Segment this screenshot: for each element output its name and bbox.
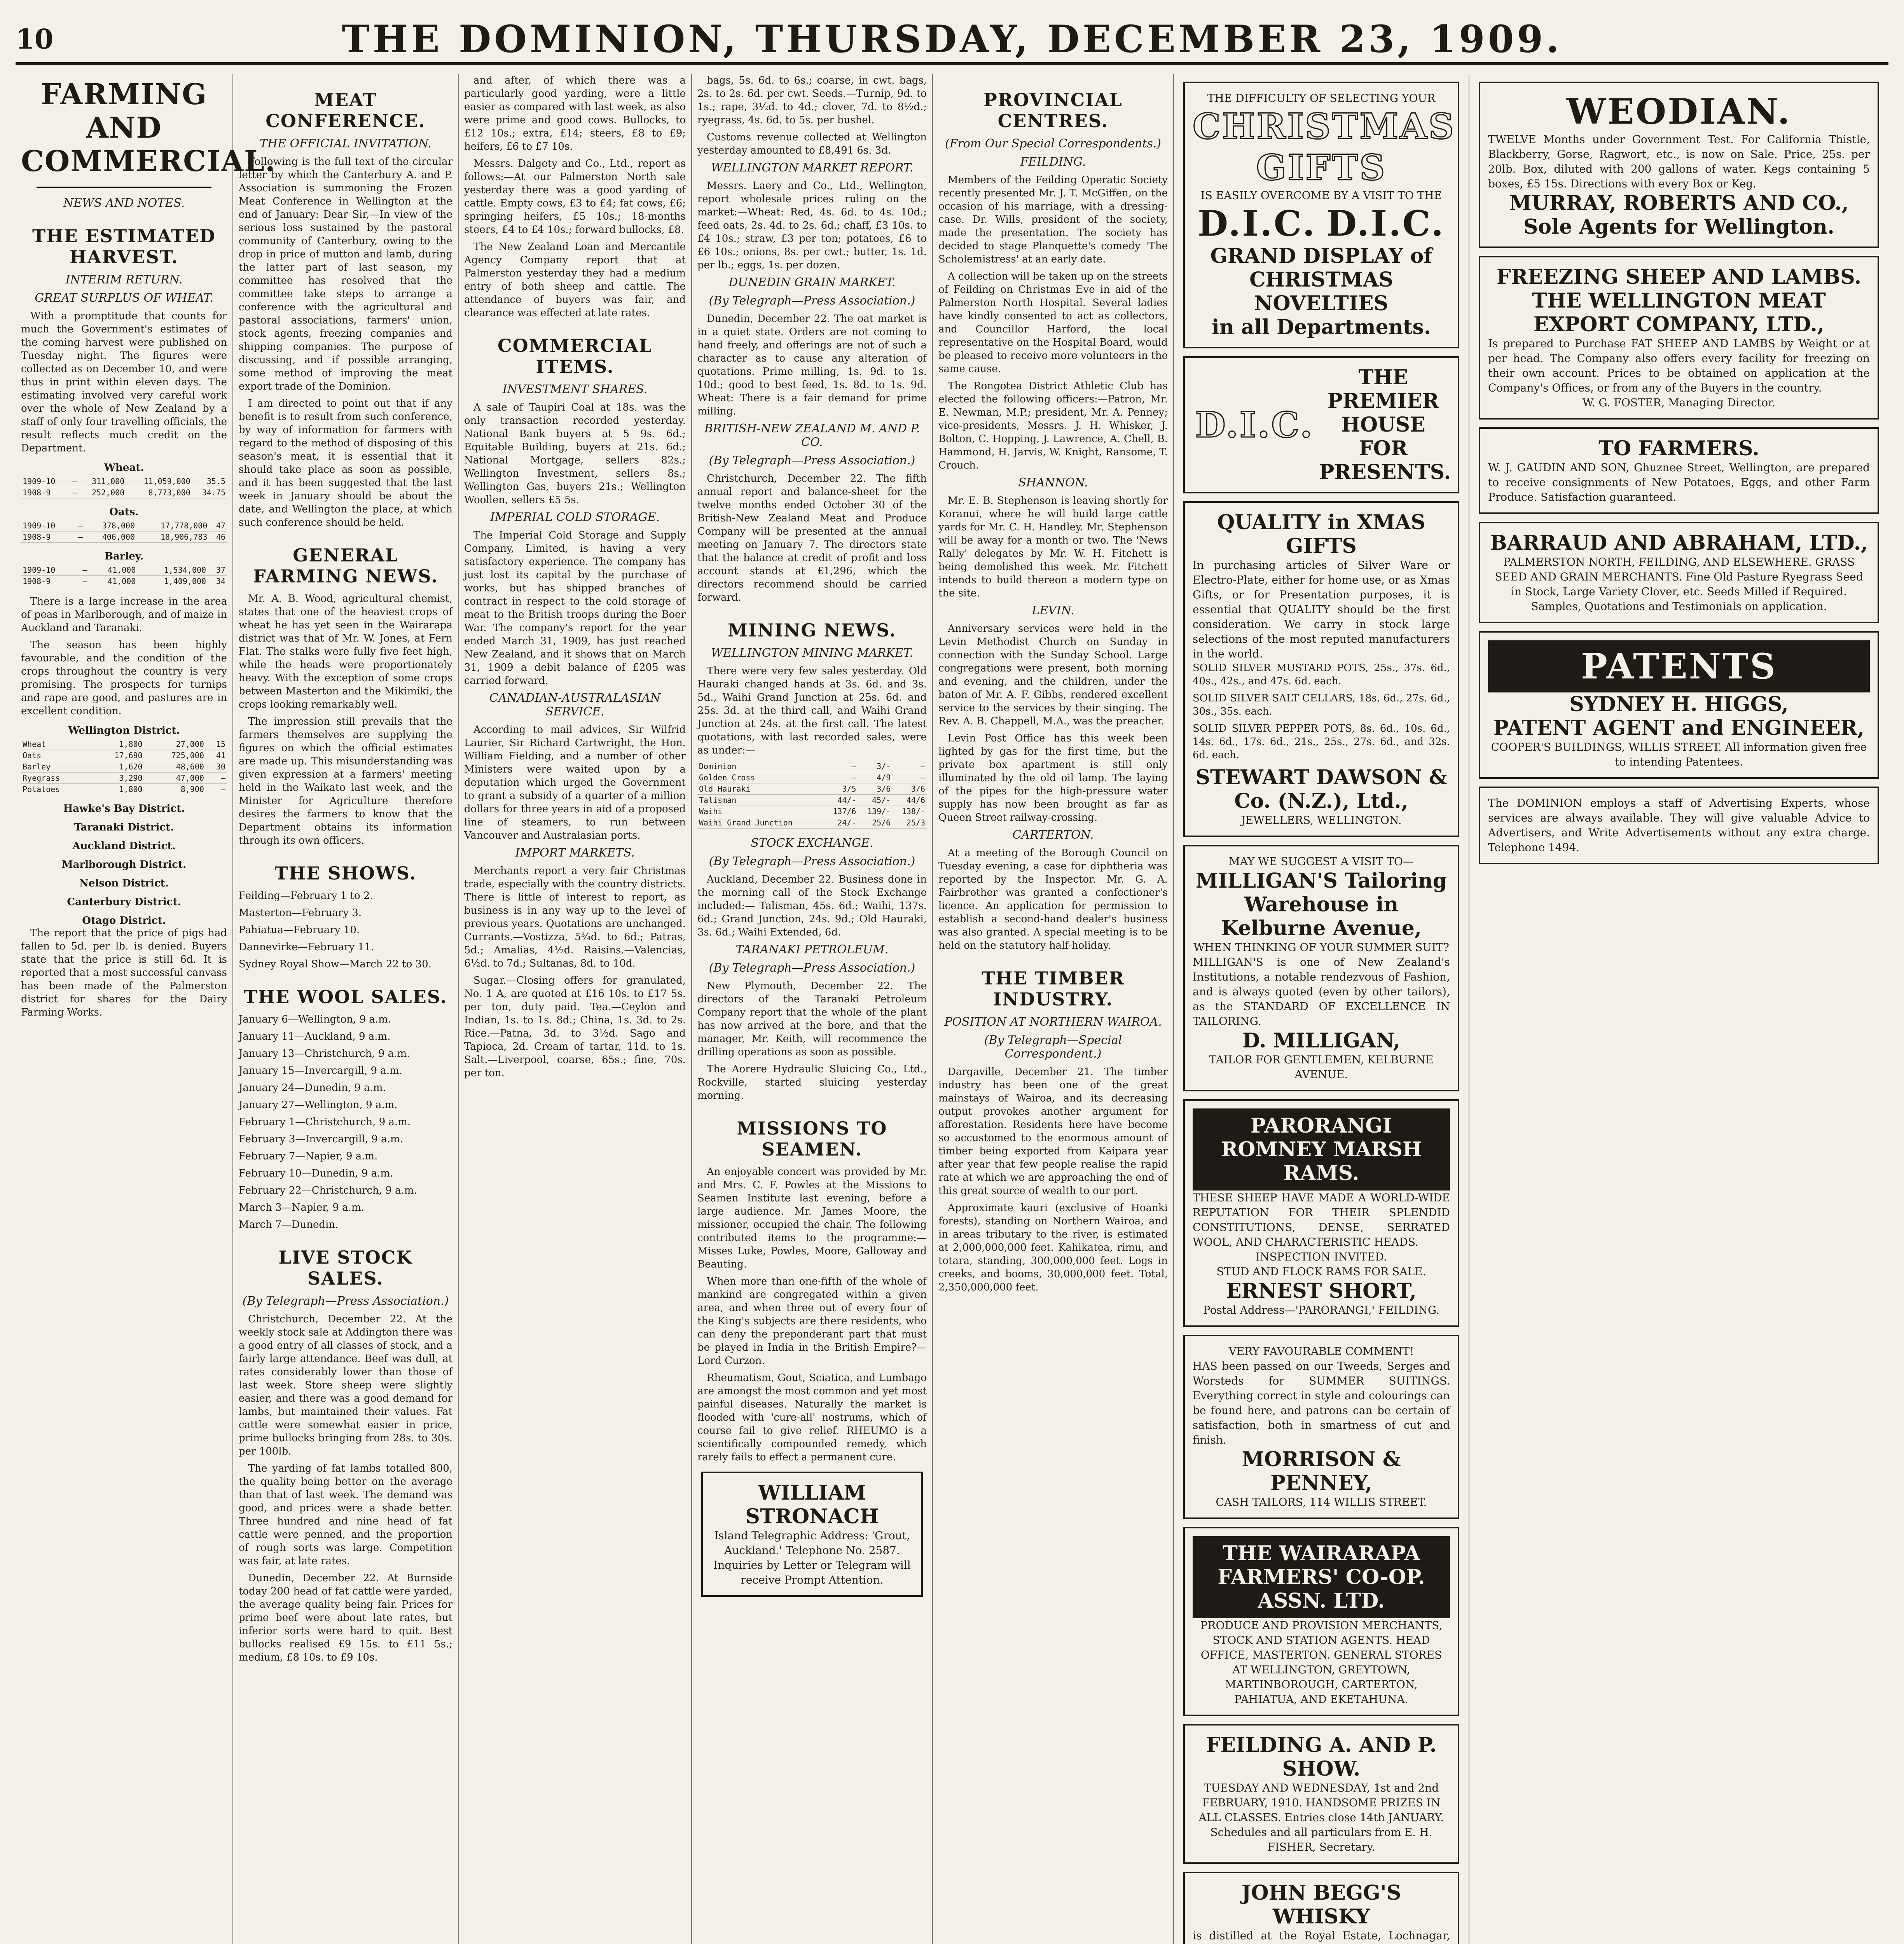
article-text: Approximate kauri (exclusive of Hoanki forests), standing on Northern Wairoa, and in areas tributary to the river, is estimated at 2,000,000,000 feet. Kahikatea, rimu, and totara, standing, 300,000,000 feet. Logs in creeks, and booms, 30,000,000 feet. Total, 2,350,000,000 feet.	[938, 1202, 1168, 1293]
table-cell: 1908-9	[21, 531, 73, 543]
ad-name: THE WELLINGTON MEAT EXPORT COMPANY, LTD.,	[1532, 289, 1826, 336]
list-item: SOLID SILVER PEPPER POTS, 8s. 6d., 10s. 6d., 14s. 6d., 17s. 6d., 21s., 25s., 27s. 6d., and 32s. 6d. each.	[1193, 723, 1450, 761]
table-row	[697, 783, 927, 795]
article-subhead: LEVIN.	[1032, 604, 1074, 617]
ad-title: WEODIAN.	[1567, 91, 1791, 132]
table-row	[21, 761, 227, 773]
ad-text: TWELVE Months under Government Test. For California Thistle, Blackberry, Gorse, Ragwort, etc., is now on Sale. Price, 25s. per 20lb. Box, diluted with 200 gallons of water. Kegs containing 5 boxes, £5 15s. Directions with every Box or Keg.	[1488, 133, 1870, 190]
article-subhead: GREAT SURPLUS OF WHEAT.	[35, 291, 213, 305]
table-row	[697, 795, 927, 806]
ad-text: IS EASILY OVERCOME BY A VISIT TO THE	[1200, 189, 1442, 202]
ad-title: TO FARMERS.	[1598, 437, 1759, 460]
table-cell: 47,000	[144, 773, 206, 784]
table-cell: —	[77, 576, 89, 587]
table-caption: Marlborough District.	[61, 859, 187, 871]
article-text: and after, of which there was a particularly good yarding, were a little easier as compared with last week, as also were prime and good cows. Bullocks, to £12 10s.; extra, £14; steers, £8 to £9; heifers, £6 to £7 10s.	[464, 75, 686, 152]
table-cell: 34.75	[192, 487, 227, 498]
table-row	[21, 565, 227, 576]
list-item: SOLID SILVER SALT CELLARS, 18s. 6d., 27s. 6d., 30s., 35s. each.	[1193, 692, 1450, 717]
ad-name: STEWART DAWSON & Co. (N.Z.), Ltd.,	[1195, 766, 1447, 813]
table-cell: Old Hauraki	[697, 783, 823, 795]
article-headline: COMMERCIAL ITEMS.	[498, 335, 652, 377]
article-text: The yarding of fat lambs totalled 800, the quality being better on the average than that of last week. The demand was good, and prices were a shade better. Three hundred and nine head of fat cattle were penned, and the proportion of rough sorts was large. Competition was fair, at late rates.	[239, 1463, 452, 1567]
article-text: Members of the Feilding Operatic Society recently presented Mr. J. T. McGiffen, on the occasion of his marriage, with a dressing-case. Dr. Wills, president of the society, made the presentation. The society has decided to stage Planquette's comedy 'The Scholemistress' at an early date.	[938, 174, 1168, 265]
advertisement-gaudin	[1479, 427, 1879, 514]
table-cell: 45/-	[858, 795, 892, 806]
table-cell: —	[77, 565, 89, 576]
ad-title: BARRAUD AND ABRAHAM, LTD.,	[1490, 531, 1868, 555]
article-subhead: DUNEDIN GRAIN MARKET.	[728, 276, 896, 289]
ad-title: FEILDING A. AND P. SHOW.	[1206, 1733, 1437, 1781]
table-caption: Barley.	[104, 551, 144, 562]
article-text: Mr. A. B. Wood, agricultural chemist, states that one of the heaviest crops of wheat he has yet seen in the Wairarapa district was that of Mr. W. Jones, at Fern Flat. The stalks were fully five feet high, while the heads were proportionately heavy. With the exception of some crops between Masterton and the Mikimiki, the crops looking remarkably well.	[239, 593, 452, 710]
article-subhead: (From Our Special Correspondents.)	[945, 137, 1162, 150]
table-cell: 25/3	[892, 817, 927, 829]
ad-name: MORRISON & PENNEY,	[1242, 1448, 1401, 1495]
table-cell: 41	[206, 750, 227, 761]
table-cell: 1,800	[91, 784, 144, 795]
table-cell: 11,059,000	[126, 476, 192, 487]
article-headline: THE TIMBER INDUSTRY.	[982, 968, 1125, 1010]
ad-text: THESE SHEEP HAVE MADE A WORLD-WIDE REPUTATION FOR THEIR SPLENDID CONSTITUTIONS, DENSE, SERRATED WOOL, AND CHARACTERISTIC HEADS.	[1193, 1191, 1450, 1248]
article-subhead: (By Telegraph—Press Association.)	[242, 1294, 449, 1308]
article-text: Customs revenue collected at Wellington yesterday amounted to £8,491 6s. 3d.	[697, 131, 927, 156]
list-item: March 7—Dunedin.	[239, 1219, 339, 1231]
ad-text: GRAND DISPLAY of CHRISTMAS NOVELTIES	[1210, 244, 1432, 315]
ad-text: JEWELLERS, WELLINGTON.	[1241, 814, 1402, 827]
column-6	[1174, 74, 1469, 1944]
table-row	[697, 761, 927, 772]
table-row	[21, 487, 227, 498]
table-cell: —	[206, 784, 227, 795]
ad-title: CHRISTMAS GIFTS	[1193, 106, 1455, 188]
ad-text: MILLIGAN'S is one of New Zealand's Institutions, a notable rendezvous of Fashion, and is always quoted (even by other tailors), as the STANDARD OF EXCELLENCE IN TAILORING.	[1193, 956, 1450, 1028]
ad-text: MAY WE SUGGEST A VISIT TO—	[1229, 855, 1414, 868]
table-caption: Canterbury District.	[67, 896, 181, 908]
table-row	[21, 739, 227, 750]
list-item: January 6—Wellington, 9 a.m.	[239, 1014, 391, 1025]
article-text: Dunedin, December 22. The oat market is in a quiet state. Orders are not coming to hand freely, and offerings are not of such a character as to cause any alteration of quotations. Prime milling, 1s. 9d. to 1s. 10d.; good to best feed, 1s. 8d. to 1s. 9d. Wheat: There is a fair demand for prime milling.	[697, 313, 927, 417]
table-row	[21, 576, 227, 587]
table-cell: 17,690	[91, 750, 144, 761]
table-cell: 34	[208, 576, 227, 587]
page-title: THE DOMINION, THURSDAY, DECEMBER 23, 1909.	[342, 17, 1562, 61]
ad-title: QUALITY in XMAS GIFTS	[1217, 510, 1425, 558]
article-subhead: POSITION AT NORTHERN WAIROA.	[944, 1015, 1162, 1029]
column-1	[16, 74, 276, 1944]
ad-logo-text: D.I.C.	[1198, 203, 1316, 244]
table-cell: Talisman	[697, 795, 823, 806]
table-cell: 1,620	[91, 761, 144, 773]
list-item: Feilding—February 1 to 2.	[239, 890, 373, 902]
advertisement-morrison	[1183, 1335, 1459, 1519]
list-item: January 15—Invercargill, 9 a.m.	[239, 1065, 403, 1077]
table-cell: —	[68, 476, 79, 487]
table-cell: —	[892, 772, 927, 783]
article-subhead: SHANNON.	[1018, 476, 1088, 489]
table-cell: 139/-	[858, 806, 892, 817]
table-cell: 3/5	[823, 783, 858, 795]
table-row	[697, 817, 927, 829]
advertisement-barraud	[1479, 522, 1879, 623]
article-text: Christchurch, December 22. At the weekly stock sale at Addington there was a good entry of all classes of stock, and a fairly large attendance. Beef was dull, at rates considerably lower than those of last week. Store sheep were slightly easier, and there was a good demand for lambs, but maintained their values. Fat cattle were somewhat easier in price, prime bullocks bringing from 28s. to 30s. per 100lb.	[239, 1313, 452, 1457]
list-item: February 1—Christchurch, 9 a.m.	[239, 1116, 411, 1128]
article-subhead: BRITISH-NEW ZEALAND M. AND P. CO.	[704, 422, 920, 449]
article-subhead: CANADIAN-AUSTRALASIAN SERVICE.	[489, 691, 661, 719]
table-cell: 37	[208, 565, 227, 576]
article-text: Messrs. Laery and Co., Ltd., Wellington, report wholesale prices ruling on the market:—Wheat: Red, 4s. 6d. to 4s. 10d.; feed oats, 2s. 4d. to 2s. 6d.; chaff, £3 10s. to £4 10s.; straw, £3 per ton; potatoes, £6 to £6 10s.; onions, 8s. per cwt.; butter, 1s. 1d. per lb.; eggs, 1s. per dozen.	[697, 180, 927, 271]
article-subhead: WELLINGTON MINING MARKET.	[711, 646, 913, 660]
column-4	[692, 74, 933, 1944]
table-row	[697, 772, 927, 783]
table-caption: Wheat.	[104, 462, 144, 474]
article-text: The Imperial Cold Storage and Supply Company, Limited, is having a very satisfactory experience. The company has just lost its capital by the purchase of works, but has shipped branches of contract in respect to the cold storage of meat to the British troops during the Boer War. The company's report for the year ended March 31, 1909, has just reached New Zealand, and it shows that on March 31, 1909 a debit balance of £205 was carried forward.	[464, 530, 686, 687]
ad-text: In purchasing articles of Silver Ware or Electro-Plate, either for home use, or as Xmas Gifts, or for Presentation purposes, it is essential that QUALITY should be the first consideration. We carry in stock large selections of the most reputed manufacturers in the world.	[1193, 559, 1450, 660]
advertisement-dic	[1183, 356, 1459, 493]
table-cell: —	[892, 761, 927, 772]
table-cell: 27,000	[144, 739, 206, 750]
table-cell: 1909-10	[21, 476, 68, 487]
ad-title: THE WAIRARAPA FARMERS' CO-OP. ASSN. LTD.	[1193, 1536, 1450, 1618]
ad-text: in all Departments.	[1212, 315, 1431, 339]
table-cell: Dominion	[697, 761, 823, 772]
table-caption: Otago District.	[82, 915, 166, 927]
table-cell: —	[73, 531, 84, 543]
table-cell: 4/9	[858, 772, 892, 783]
ad-name: ERNEST SHORT,	[1226, 1279, 1417, 1303]
article-subhead: WELLINGTON MARKET REPORT.	[711, 161, 914, 175]
list-item: Masterton—February 3.	[239, 907, 362, 919]
advertisement-dominion	[1479, 787, 1879, 864]
table-caption: Taranaki District.	[74, 822, 174, 833]
column-7	[1469, 74, 1888, 1944]
ad-name: D. MILLIGAN,	[1242, 1029, 1400, 1052]
list-item: Pahiatua—February 10.	[239, 924, 360, 936]
table-cell: 1908-9	[21, 487, 68, 498]
article-text: Sugar.—Closing offers for granulated, No. 1 A, are quoted at £16 10s. to £17 5s. per ton, duty paid. Tea.—Ceylon and Indian, 1s. to 1s. 8d.; China, 1s. 3d. to 2s. Rice.—Patna, 3d. to 3½d. Sago and Tapioca, 2d. Cream of tartar, 11d. to 1s. Salt.—Liverpool, coarse, 65s.; fine, 70s. per ton.	[464, 975, 686, 1079]
advertisement-feilding-show	[1183, 1724, 1459, 1864]
article-text: The Aorere Hydraulic Sluicing Co., Ltd., Rockville, started sluicing yesterday morning.	[697, 1063, 927, 1101]
table-cell: 3/6	[892, 783, 927, 795]
table-caption: Nelson District.	[79, 878, 169, 889]
advertisement-weodian	[1479, 82, 1879, 248]
table-cell: 46	[209, 531, 227, 543]
advertisement-patents	[1479, 631, 1879, 779]
ad-text: VERY FAVOURABLE COMMENT!	[1228, 1345, 1414, 1358]
stat-table	[697, 761, 927, 829]
article-dateline: (By Telegraph—Press Association.)	[709, 961, 915, 975]
advertisement-milligan	[1183, 845, 1459, 1091]
article-subhead: THE OFFICIAL INVITATION.	[260, 137, 431, 150]
advertisement-parorangi	[1183, 1099, 1459, 1327]
article-text: When more than one-fifth of the whole of mankind are congregated within a given area, and when three out of every four of the King's subjects are there residents, who can deny the preponderant part that must be played in India in the British Empire?—Lord Curzon.	[697, 1276, 927, 1367]
list-item: February 7—Napier, 9 a.m.	[239, 1150, 378, 1162]
advertisement-beggs	[1183, 1872, 1459, 1944]
article-text: Mr. E. B. Stephenson is leaving shortly for Koranui, where he will build large cattle yards for Mr. C. H. Handley. Mr. Stephenson will be away for a month or two. The 'News Rally' delegates by Mr. W. H. Fitchett is being demolished this week. Mr. Fitchett intends to build thereon a modern type on the site.	[938, 495, 1168, 599]
article-text: I am directed to point out that if any benefit is to result from such conference, by way of information for farmers with regard to the method of disposing of this season's meat, it is essential that it should take place as soon as possible, and it has been suggested that the last week in January should be about the date, and Wellington the place, at which such conference should be held.	[239, 398, 452, 528]
article-headline: MEAT CONFERENCE.	[266, 89, 426, 131]
ad-name: SYDNEY H. HIGGS,	[1569, 692, 1789, 716]
table-cell: 30	[206, 761, 227, 773]
table-cell: 15	[206, 739, 227, 750]
ad-text: THE DIFFICULTY OF SELECTING YOUR	[1207, 92, 1436, 105]
table-cell: 41,000	[89, 565, 138, 576]
article-headline: MINING NEWS.	[728, 620, 896, 641]
article-text: At a meeting of the Borough Council on Tuesday evening, a case for diphtheria was reported by the Inspector. Mr. G. A. Fairbrother was granted a confectioner's licence. An application for permission to establish a second-hand dealer's business was also granted. A special meeting is to be held on the statutory half-holiday.	[938, 847, 1168, 951]
ad-text: INSPECTION INVITED.	[1256, 1250, 1387, 1263]
ad-text: PALMERSTON NORTH, FEILDING, AND ELSEWHERE. GRASS SEED AND GRAIN MERCHANTS. Fine Old Pasture Ryegrass Seed in Stock, Large Variety Clover, etc. Seeds Milled if Required. Samples, Quotations and Testimonials on application.	[1495, 556, 1863, 613]
table-cell: Oats	[21, 750, 91, 761]
ad-logo-text: D.I.C.	[1326, 203, 1445, 244]
table-caption: Auckland District.	[72, 840, 176, 852]
ad-title: FREEZING SHEEP AND LAMBS.	[1496, 265, 1862, 289]
ad-title: PARORANGI ROMNEY MARSH RAMS.	[1193, 1108, 1450, 1191]
article-text: Messrs. Dalgety and Co., Ltd., report as follows:—At our Palmerston North sale yesterday there was a good yarding of cattle. Empty cows, £3 to £4; fat cows, £6; springing heifers, £5 10s.; 18-months steers, £4 to £4 10s.; forward bullocks, £8.	[464, 158, 686, 236]
ad-name: MURRAY, ROBERTS AND CO., Sole Agents for Wellington.	[1509, 191, 1849, 239]
table-cell: 252,000	[79, 487, 126, 498]
ad-title: JOHN BEGG'S WHISKY	[1241, 1881, 1401, 1928]
article-subhead: IMPERIAL COLD STORAGE.	[490, 510, 660, 524]
article-subhead: IMPORT MARKETS.	[515, 846, 635, 860]
table-cell: 1,409,000	[137, 576, 208, 587]
table-cell: 35.5	[192, 476, 227, 487]
table-cell: —	[73, 520, 84, 531]
table-cell: 3,290	[91, 773, 144, 784]
table-cell: Waihi Grand Junction	[697, 817, 823, 829]
ad-logo-text: D.I.C.	[1195, 404, 1314, 446]
list-item: January 11—Auckland, 9 a.m.	[239, 1031, 391, 1042]
ad-price-list	[1193, 661, 1450, 762]
table-cell: 311,000	[79, 476, 126, 487]
article-text: The season has been highly favourable, and the condition of the crops throughout the country is very promising. The prospects for turnips and rape are good, and pastures are in excellent condition.	[21, 639, 227, 717]
article-dateline: (By Telegraph—Press Association.)	[709, 855, 915, 868]
table-cell: Potatoes	[21, 784, 91, 795]
list-item: Dannevirke—February 11.	[239, 941, 374, 953]
list-item: Sydney Royal Show—March 22 to 30.	[239, 958, 431, 970]
table-row	[21, 520, 227, 531]
table-cell: 1908-9	[21, 576, 77, 587]
table-caption: Wellington District.	[68, 725, 180, 736]
article-dateline: (By Telegraph—Special Correspondent.)	[984, 1033, 1122, 1061]
column-5	[933, 74, 1174, 1944]
ad-text: TAILOR FOR GENTLEMEN, KELBURNE AVENUE.	[1209, 1053, 1434, 1081]
table-cell: 17,778,000	[136, 520, 209, 531]
article-text: Auckland, December 22. Business done in the morning call of the Stock Exchange included:— Talisman, 45s. 6d.; Waihi, 137s. 6d.; Grand Junction, 24s. 9d.; Old Hauraki, 3s. 6d.; Waihi Extended, 6d.	[697, 874, 927, 938]
advertisement	[701, 1472, 923, 1597]
list-item: January 13—Christchurch, 9 a.m.	[239, 1048, 410, 1059]
table-cell: 1,534,000	[137, 565, 208, 576]
article-headline: THE WOOL SALES.	[244, 986, 447, 1007]
column-3	[459, 74, 692, 1944]
stat-table	[21, 739, 227, 795]
list-item: January 27—Wellington, 9 a.m.	[239, 1099, 398, 1111]
article-text: The impression still prevails that the farmers themselves are supplying the figures on which the official estimates are made up. This misunderstanding was given expression at a farmers' meeting held in the Waikato last week, and the Minister for Agriculture therefore desires the farmers to know that the Department obtains its information through its own officers.	[239, 716, 452, 846]
article-text: The report that the price of pigs had fallen to 5d. per lb. is denied. Buyers state that the price is still 6d. It is reported that a most successful canvass has been made of the Palmerston district for shares for the Dairy Farming Works.	[21, 927, 227, 1018]
table-cell: 1909-10	[21, 565, 77, 576]
article-subhead: STOCK EXCHANGE.	[751, 836, 873, 850]
article-text: Merchants report a very fair Christmas trade, especially with the country districts. There is little of interest to report, as business is in any way up to the level of previous years. Quotations are unchanged. Currants.—Vostizza, 5¾d. to 6d.; Patras, 5d.; Amalias, 4½d. Raisins.—Valencias, 6½d. to 7d.; Sultanas, 8d. to 10d.	[464, 865, 686, 969]
table-cell: 406,000	[84, 531, 136, 543]
ad-text: Island Telegraphic Address: 'Grout, Auckland.' Telephone No. 2587. Inquiries by Letter or Telegram will receive Prompt Attention.	[713, 1529, 911, 1586]
advertisement-dic	[1183, 82, 1459, 348]
table-cell: —	[68, 487, 79, 498]
article-text: Following is the full text of the circular letter by which the Canterbury A. and P. Association is summoning the Frozen Meat Conference in Wellington at the end of January: Dear Sir,—In view of the serious loss sustained by the pastoral community of Canterbury, owing to the drop in price of mutton and lamb, during the latter part of last season, my committee has resolved that the committee take steps to arrange a conference with the agricultural and pastoral associations, farmers' union, stock agents, freezing companies and shipping companies. The purpose of discussing, and if possible arranging, some method of improving the meat export trade of the Dominion.	[239, 156, 452, 392]
article-headline: THE SHOWS.	[274, 863, 417, 884]
table-cell: 378,000	[84, 520, 136, 531]
column-2	[233, 74, 459, 1944]
ad-text: The DOMINION employs a staff of Advertising Experts, whose services are always available. They will give valuable Advice to Advertisers, and Write Advertisements without any extra charge. Telephone 1494.	[1488, 797, 1870, 854]
article-subhead: TARANAKI PETROLEUM.	[735, 943, 889, 956]
advertisement-wairarapa	[1183, 1527, 1459, 1716]
article-text: Dargaville, December 21. The timber industry has been one of the great mainstays of Wairoa, and its decreasing output provokes another argument for afforestation. Residents here have become so accustomed to the enormous amount of timber being exported from Kaipara year after year that few people realise the rapid rate at which we are approaching the end of this great source of wealth to our port.	[938, 1066, 1168, 1197]
table-row	[21, 531, 227, 543]
table-cell: Waihi	[697, 806, 823, 817]
article-text: The New Zealand Loan and Mercantile Agency Company report that at Palmerston yesterday they had a medium entry of both sheep and cattle. The attendance of buyers was fair, and clearance was effected at late rates.	[464, 241, 686, 319]
ad-text: is distilled at the Royal Estate, Lochnagar,	[1193, 1929, 1450, 1942]
ad-text: Is prepared to Purchase FAT SHEEP AND LAMBS by Weight or at per head. The Company also offers every facility for freezing on their own account. Prices to be obtained on application at the Company's Offices, or from any of the Buyers in the country.	[1488, 337, 1870, 394]
table-cell: 137/6	[823, 806, 858, 817]
article-text: A collection will be taken up on the streets of Feilding on Christmas Eve in aid of the Palmerston North Hospital. Several ladies have kindly consented to act as collectors, and Councillor Harford, the local representative on the Hospital Board, would be pleased to receive more volunteers in the same cause.	[938, 271, 1168, 375]
article-text: Rheumatism, Gout, Sciatica, and Lumbago are amongst the most common and yet most painful diseases. Naturally the market is flooded with 'cure-all' nostrums, which of course fail to give relief. RHEUMO is a scientifically compounded remedy, which rarely fails to effect a permanent cure.	[697, 1372, 927, 1463]
list-item: February 10—Dunedin, 9 a.m.	[239, 1168, 393, 1179]
stat-table	[21, 520, 227, 543]
table-cell: Wheat	[21, 739, 91, 750]
ad-text: Postal Address—'PARORANGI,' FEILDING.	[1203, 1304, 1440, 1316]
list-item: March 3—Napier, 9 a.m.	[239, 1202, 364, 1213]
stat-table	[21, 565, 227, 587]
ad-text: THE PREMIER HOUSE FOR PRESENTS.	[1319, 365, 1451, 484]
article-text: There were very few sales yesterday. Old Hauraki changed hands at 3s. 6d. and 3s. 5d., Waihi Grand Junction at 25s. 6d. and 25s. 3d. at the third call, and Waihi Grand Junction at 24s. at the first call. The latest quotations, with last recorded sales, were as under:—	[697, 665, 927, 756]
section-title: FARMING AND COMMERCIAL.	[21, 78, 276, 178]
masthead	[16, 16, 1888, 65]
ad-text: W. J. GAUDIN AND SON, Ghuznee Street, Wellington, are prepared to receive consignments of New Potatoes, Eggs, and other Farm Produce. Satisfaction guaranteed.	[1488, 461, 1870, 503]
page-number: 10	[16, 23, 54, 55]
table-cell: 25/6	[858, 817, 892, 829]
ad-text: HAS been passed on our Tweeds, Serges and Worsteds for SUMMER SUITINGS. Everything correct in style and colourings can be found here, and patrons can be certain of satisfaction, both in smartness of cut and finish.	[1193, 1360, 1450, 1446]
article-text: There is a large increase in the area of peas in Marlborough, and of maize in Auckland and Taranaki.	[21, 596, 227, 634]
ad-text: CASH TAILORS, 114 WILLIS STREET.	[1216, 1496, 1427, 1509]
table-row	[21, 476, 227, 487]
table-cell: —	[206, 773, 227, 784]
article-headline: GENERAL FARMING NEWS.	[253, 545, 438, 587]
article-headline: THE ESTIMATED HARVEST.	[32, 226, 216, 267]
table-caption: Hawke's Bay District.	[63, 803, 185, 815]
subheading: NEWS AND NOTES.	[63, 196, 185, 210]
table-cell: 44/6	[892, 795, 927, 806]
stat-table	[21, 476, 227, 498]
article-subhead: FEILDING.	[1020, 155, 1086, 169]
article-headline: MISSIONS TO SEAMEN.	[737, 1118, 887, 1160]
table-cell: 24/-	[823, 817, 858, 829]
article-dateline: (By Telegraph—Press Association.)	[709, 294, 915, 308]
table-cell: 44/-	[823, 795, 858, 806]
advertisement-stewart-dawson	[1183, 501, 1459, 837]
ad-signature: W. G. FOSTER, Managing Director.	[1582, 396, 1776, 409]
article-headline: PROVINCIAL CENTRES.	[983, 89, 1123, 131]
divider	[37, 187, 211, 188]
table-caption: Oats.	[109, 506, 139, 518]
ad-title: PATENTS	[1488, 640, 1870, 692]
wool-sales-list	[239, 1013, 452, 1231]
article-headline: LIVE STOCK SALES.	[278, 1247, 413, 1289]
table-cell: 3/-	[858, 761, 892, 772]
table-row	[21, 773, 227, 784]
table-cell: 8,900	[144, 784, 206, 795]
table-cell: Golden Cross	[697, 772, 823, 783]
table-cell: 41,000	[89, 576, 138, 587]
table-cell: 47	[209, 520, 227, 531]
ad-text: PRODUCE AND PROVISION MERCHANTS, STOCK AND STATION AGENTS. HEAD OFFICE, MASTERTON. GENERAL STORES AT WELLINGTON, GREYTOWN, MARTINBOROUGH, CARTERTON, PAHIATUA, AND EKETAHUNA.	[1200, 1619, 1443, 1706]
table-cell: 1909-10	[21, 520, 73, 531]
article-text: Anniversary services were held in the Levin Methodist Church on Sunday in connection with the Sunday School. Large congregations were present, both morning and evening, and the children, under the baton of Mr. A. F. Gibbs, rendered excellent service to the services by their singing. The Rev. A. B. Chappell, M.A., was the preacher.	[938, 623, 1168, 727]
table-cell: 18,906,783	[136, 531, 209, 543]
ad-text: COOPER'S BUILDINGS, WILLIS STREET. All information given free to intending Patentees.	[1491, 741, 1867, 768]
table-cell: 48,600	[144, 761, 206, 773]
ad-text: STUD AND FLOCK RAMS FOR SALE.	[1216, 1265, 1426, 1278]
ad-title: MILLIGAN'S Tailoring Warehouse in Kelburne Avenue,	[1195, 869, 1447, 940]
article-subhead: INTERIM RETURN.	[65, 273, 183, 287]
ad-text: WHEN THINKING OF YOUR SUMMER SUIT?	[1193, 941, 1449, 954]
article-text: Christchurch, December 22. The fifth annual report and balance-sheet for the twelve months ended October 30 of the British-New Zealand Meat and Produce Company will be presented at the annual meeting on January 7. The directors state that the balance at credit of profit and loss account stands at £1,296, which the directors recommend should be carried forward.	[697, 473, 927, 603]
table-row	[697, 806, 927, 817]
table-row	[21, 750, 227, 761]
list-item: January 24—Dunedin, 9 a.m.	[239, 1082, 386, 1094]
table-cell: 8,773,000	[126, 487, 192, 498]
article-text: According to mail advices, Sir Wilfrid Laurier, Sir Richard Cartwright, the Hon. William Fielding, and a number of other Ministers were waited upon by a deputation which urged the Government to grant a subsidy of a quarter of a million dollars for three years in aid of a proposed line of steamers, to run between Vancouver and Australasian ports.	[464, 724, 686, 841]
article-text: Levin Post Office has this week been lighted by gas for the first time, but the private box apartment is still only illuminated by the old oil lamp. The laying of the pipes for the high-pressure water supply has now been brought as far as Queen Street railway-crossing.	[938, 732, 1168, 823]
advertisement-meat-export	[1479, 256, 1879, 420]
table-cell: —	[823, 772, 858, 783]
table-row	[21, 784, 227, 795]
article-text: The Rongotea District Athletic Club has elected the following officers:—Patron, Mr. E. Newman, M.P.; president, Mr. A. Penney; vice-presidents, Messrs. J. H. Whisker, J. Bolton, C. Hopping, J. Lawrence, A. Chell, B. Hammond, H. Jarvis, W. Knight, Ransome, T. Crouch.	[938, 380, 1168, 471]
article-subhead: CARTERTON.	[1012, 828, 1094, 842]
ad-text: TUESDAY AND WEDNESDAY, 1st and 2nd FEBRUARY, 1910. HANDSOME PRIZES IN ALL CLASSES. Entries close 14th JANUARY. Schedules and all particulars from E. H. FISHER, Secretary.	[1198, 1781, 1444, 1853]
shows-list	[239, 889, 452, 971]
article-text: Dunedin, December 22. At Burnside today 200 head of fat cattle were yarded, the average quality being fair. Prices for prime beef were about late rates, but inferior sorts were hard to quit. Best bullocks realised £9 15s. to £11 5s.; medium, £8 10s. to £9 10s.	[239, 1572, 452, 1663]
list-item: February 3—Invercargill, 9 a.m.	[239, 1133, 403, 1145]
article-text: With a promptitude that counts for much the Government's estimates of the coming harvest were published on Tuesday night. The figures were collected as on December 10, and were thus in print within eleven days. The estimating involved very careful work over the whole of New Zealand by a staff of only four travelling officials, the result reflects much credit on the Department.	[21, 310, 227, 454]
list-item: February 22—Christchurch, 9 a.m.	[239, 1185, 417, 1196]
article-text: A sale of Taupiri Coal at 18s. was the only transaction recorded yesterday. National Bank buyers at 5 9s. 6d.; Equitable Building, buyers at 21s. 6d.; National Mortgage, sellers 82s.; Wellington Investment, sellers 8s.; Wellington Gas, buyers 21s.; Wellington Woollen, sellers £5 5s.	[464, 402, 686, 506]
article-text: An enjoyable concert was provided by Mr. and Mrs. C. F. Powles at the Missions to Seamen Institute last evening, before a large audience. Mr. James Moore, the missioner, occupied the chair. The following contributed items to the programme:—Misses Luke, Powles, Moore, Galloway and Beauting.	[697, 1166, 927, 1270]
article-dateline: (By Telegraph—Press Association.)	[709, 454, 915, 467]
table-cell: Ryegrass	[21, 773, 91, 784]
table-cell: Barley	[21, 761, 91, 773]
table-cell: 1,800	[91, 739, 144, 750]
article-text: New Plymouth, December 22. The directors of the Taranaki Petroleum Company report that the whole of the plant has now arrived at the bore, and that the manager, Mr. Keith, will recommence the drilling operations as soon as possible.	[697, 980, 927, 1058]
ad-title: WILLIAM STRONACH	[745, 1481, 879, 1528]
table-cell: —	[823, 761, 858, 772]
table-cell: 138/-	[892, 806, 927, 817]
article-text: bags, 5s. 6d. to 6s.; coarse, in cwt. bags, 2s. to 2s. 6d. per cwt. Seeds.—Turnip, 9d. to 1s.; rape, 3½d. to 4d.; clover, 7d. to 8½d.; ryegrass, 4s. 6d. to 5s. per bushel.	[697, 75, 927, 126]
list-item: SOLID SILVER MUSTARD POTS, 25s., 37s. 6d., 40s., 42s., and 47s. 6d. each.	[1193, 662, 1450, 687]
table-cell: 725,000	[144, 750, 206, 761]
table-cell: 3/6	[858, 783, 892, 795]
ad-subtitle: PATENT AGENT and ENGINEER,	[1493, 716, 1865, 740]
article-subhead: INVESTMENT SHARES.	[502, 383, 648, 396]
